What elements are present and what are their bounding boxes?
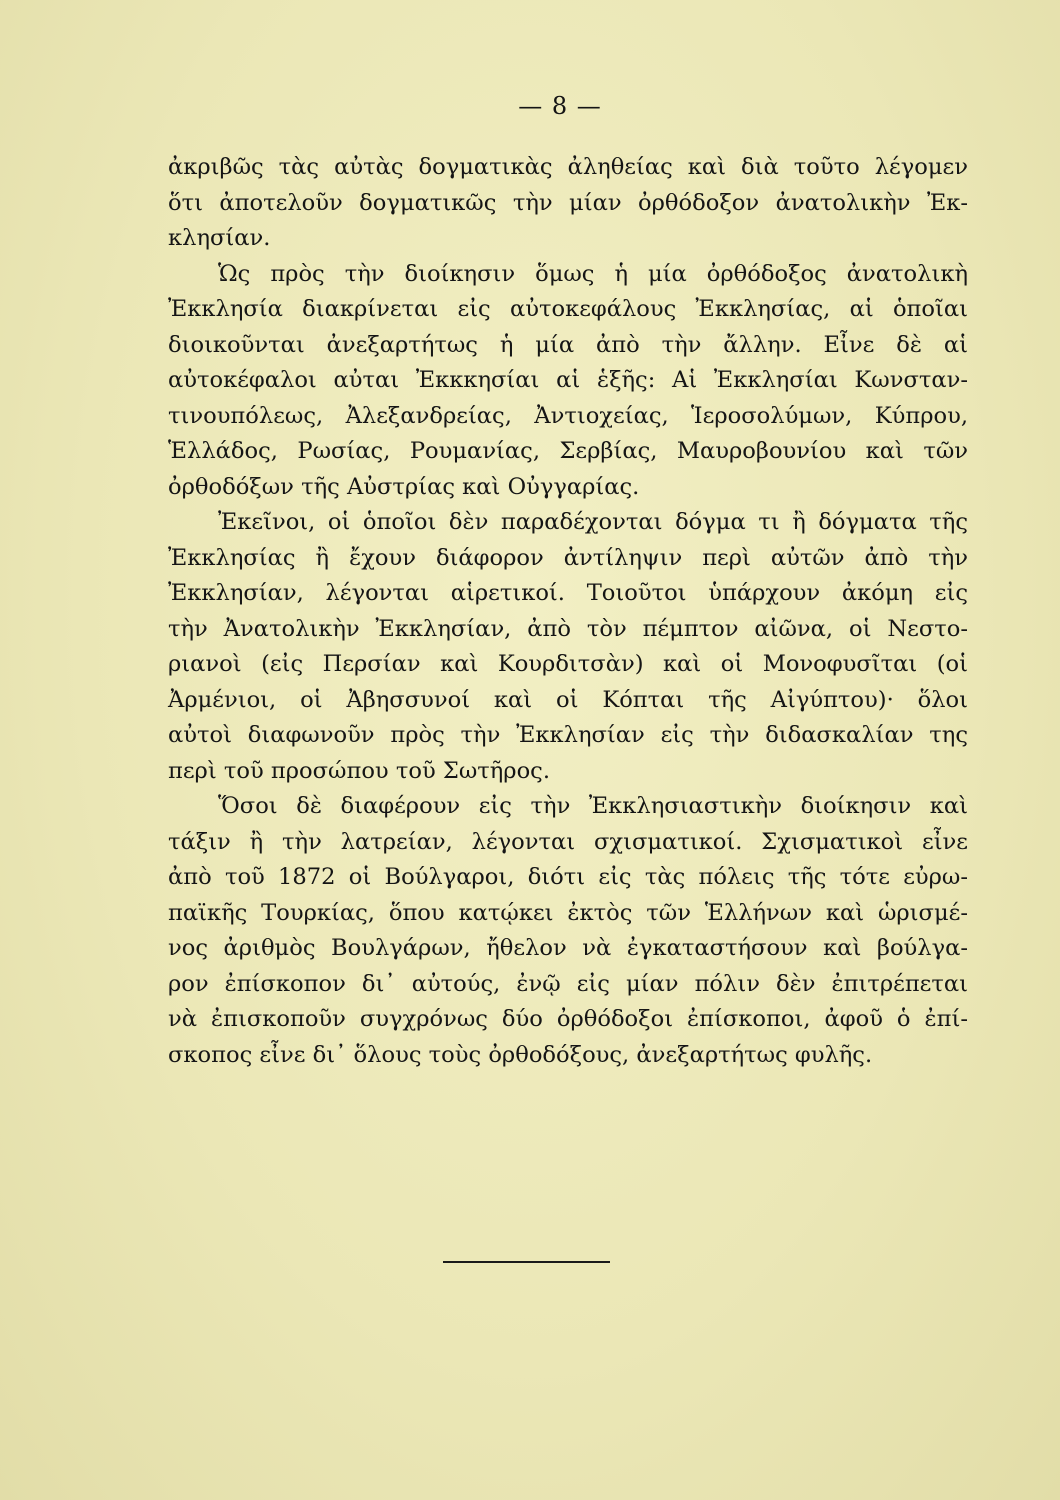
text-line: Ἐκκλησίας ἢ ἔχουν διάφορον ἀντίληψιν περὶ αὐτῶν ἀπὸ τὴν <box>168 544 968 571</box>
text-line: νος ἀριθμὸς Βουλγάρων, ἤθελον νὰ ἐγκαταστήσουν καὶ βούλγα- <box>168 935 968 961</box>
text-line: τάξιν ἢ τὴν λατρείαν, λέγονται σχισματικοί. Σχισματικοὶ εἶνε <box>168 828 968 855</box>
text-line: περὶ τοῦ προσώπου τοῦ Σωτῆρος. <box>168 757 551 784</box>
text-line: ρον ἐπίσκοπον δι᾿ αὐτούς, ἐνῷ εἰς μίαν πόλιν δὲν ἐπιτρέπεται <box>168 970 968 997</box>
text-line: αὐτοκέφαλοι αὐται Ἐκκκησίαι αἱ ἑξῆς: Αἱ Ἐκκλησίαι Κωνσταν- <box>168 367 968 393</box>
text-line: διοικοῦνται ἀνεξαρτήτως ἡ μία ἀπὸ τὴν ἄλλην. Εἶνε δὲ αἱ <box>168 331 968 358</box>
text-line: Ἐκκλησίαν, λέγονται αἱρετικοί. Τοιοῦτοι ὑπάρχουν ἀκόμη εἰς <box>168 580 968 606</box>
text-line: Ἐκκλησία διακρίνεται εἰς αὐτοκεφάλους Ἐκκλησίας, αἱ ὁποῖαι <box>168 296 968 322</box>
text-line: αὐτοὶ διαφωνοῦν πρὸς τὴν Ἐκκλησίαν εἰς τὴν διδασκαλίαν της <box>168 722 968 748</box>
text-line: κλησίαν. <box>168 225 271 251</box>
text-line: τὴν Ἀνατολικὴν Ἐκκλησίαν, ἀπὸ τὸν πέμπτον αἰῶνα, οἱ Νεστο- <box>168 615 968 642</box>
text-line: ὅτι ἀποτελοῦν δογματικῶς τὴν μίαν ὀρθόδοξον ἀνατολικὴν Ἐκ- <box>168 189 968 216</box>
text-line: ὀρθοδόξων τῆς Αὐστρίας καὶ Οὐγγαρίας. <box>168 473 640 500</box>
text-line: Ὅσοι δὲ διαφέρουν εἰς τὴν Ἐκκλησιαστικὴν διοίκησιν καὶ <box>218 793 968 819</box>
text-line: ριανοὶ (εἰς Περσίαν καὶ Κουρδιτσὰν) καὶ οἱ Μονοφυσῖται (οἱ <box>168 651 968 677</box>
text-line: ἀπὸ τοῦ 1872 οἱ Βούλγαροι, διότι εἰς τὰς πόλεις τῆς τότε εὐρω- <box>168 864 968 890</box>
text-line: σκοπος εἶνε δι᾿ ὅλους τοὺς ὀρθοδόξους, ἀνεξαρτήτως φυλῆς. <box>168 1041 873 1068</box>
text-line: Ἑλλάδος, Ρωσίας, Ρουμανίας, Σερβίας, Μαυροβουνίου καὶ τῶν <box>168 438 968 464</box>
text-line: παϊκῆς Τουρκίας, ὅπου κατῴκει ἐκτὸς τῶν Ἑλλήνων καὶ ὡρισμέ- <box>168 899 968 926</box>
text-line: Ὡς πρὸς τὴν διοίκησιν ὅμως ἡ μία ὀρθόδοξος ἀνατολικὴ <box>218 260 968 287</box>
body-text <box>168 150 968 1073</box>
text-line: Ἀρμένιοι, οἱ Ἀβησσυνοί καὶ οἱ Κόπται τῆς Αἰγύπτου)· ὅλοι <box>168 686 968 713</box>
text-line: τινουπόλεως, Ἀλεξανδρείας, Ἀντιοχείας, Ἱεροσολύμων, Κύπρου, <box>168 402 968 429</box>
end-rule <box>443 1261 610 1263</box>
page-number: — 8 — <box>518 92 602 120</box>
text-line: νὰ ἐπισκοποῦν συγχρόνως δύο ὀρθόδοξοι ἐπίσκοποι, ἀφοῦ ὁ ἐπί- <box>168 1006 968 1032</box>
text-line: ἀκριβῶς τὰς αὐτὰς δογματικὰς ἀληθείας καὶ διὰ τοῦτο λέγομεν <box>168 154 968 180</box>
text-line: Ἐκεῖνοι, οἱ ὁποῖοι δὲν παραδέχονται δόγμα τι ἢ δόγματα τῆς <box>218 509 968 535</box>
